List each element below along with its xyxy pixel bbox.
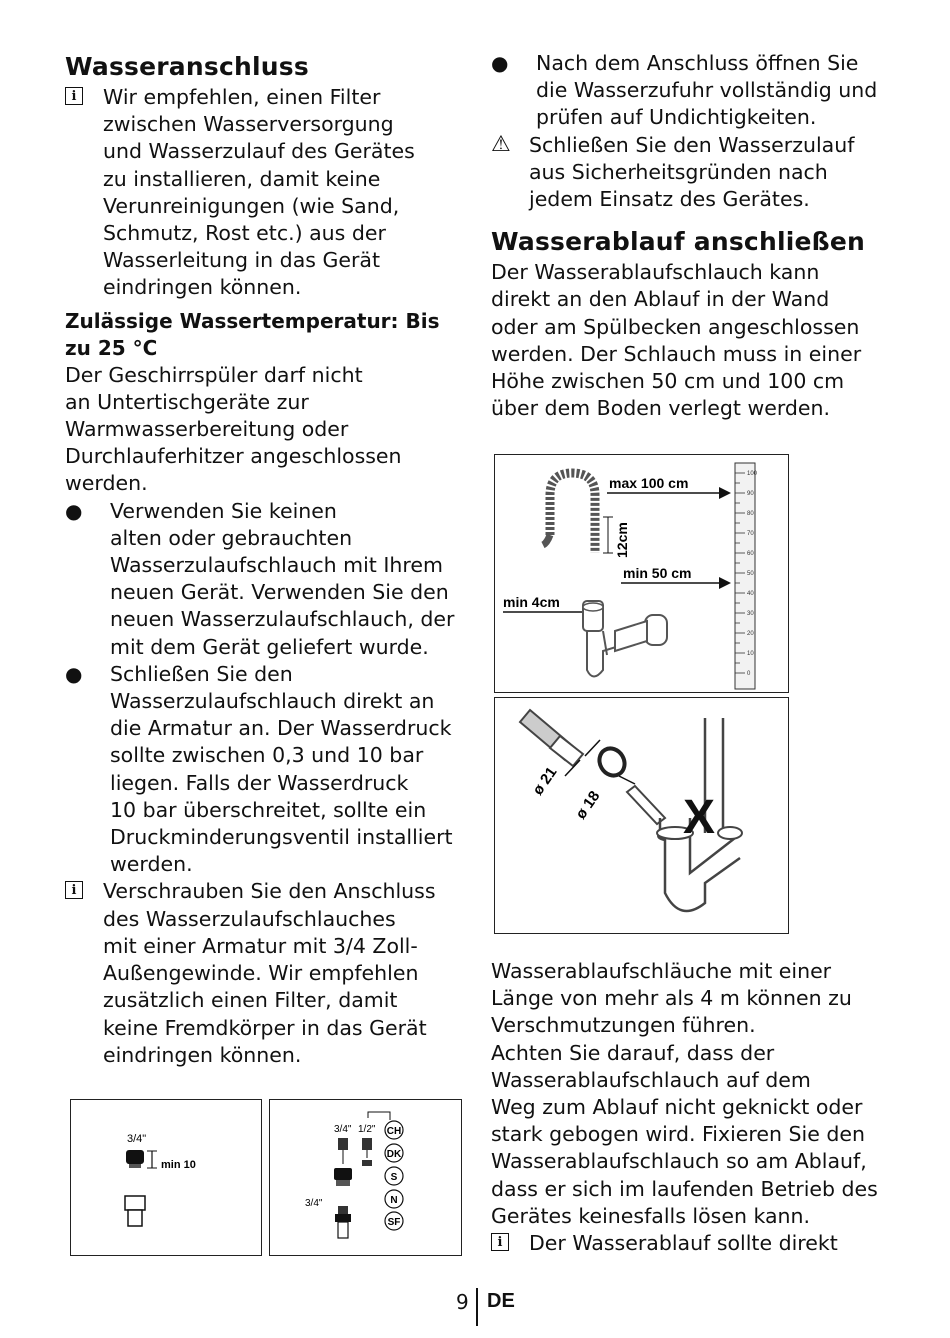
left-column xyxy=(65,50,465,1069)
min-height-label: min 50 cm xyxy=(623,565,692,581)
country-badge: DK xyxy=(386,1149,402,1160)
scale-label: 30 xyxy=(747,611,754,617)
warning-text: Schließen Sie den Wasserzulauf aus Sicherheitsgründen nach jedem Einsatz des Gerätes. xyxy=(529,132,855,212)
scale-label: 40 xyxy=(747,591,754,597)
page-footer xyxy=(0,1288,950,1328)
thread-label-b: 1/2" xyxy=(358,1124,376,1135)
warning-note xyxy=(491,132,891,214)
cross-mark: X xyxy=(683,791,716,844)
figure-drain-height xyxy=(494,454,789,693)
diameter-21-label: ø 21 xyxy=(529,763,561,799)
scale-label: 90 xyxy=(747,491,754,497)
warning-icon: ⚠ xyxy=(491,131,511,157)
page-number: 9 xyxy=(456,1290,469,1314)
figure-drain-diameter xyxy=(494,697,789,934)
note-text: Der Wasserablauf sollte direkt xyxy=(529,1231,838,1256)
thread-label-a: 3/4" xyxy=(334,1124,352,1135)
figure-inlet-adapter xyxy=(269,1099,462,1256)
footer-divider xyxy=(476,1288,478,1326)
figure-inlet-thread xyxy=(70,1099,262,1256)
section-heading-drain: Wasserablauf anschließen xyxy=(491,227,865,257)
bullet-icon: ● xyxy=(491,51,509,75)
note-text: Verschrauben Sie den Anschluss des Wasserzulaufschlauches mit einer Armatur mit 3/4 Zoll- Außengewinde. Wir empfehlen zusätzlich einen Filter, damit keine Fremdkörper in das Gerät eindringen können. xyxy=(103,879,436,1067)
bullet-item-pressure xyxy=(65,661,465,879)
scale-label: 70 xyxy=(747,531,754,537)
subheading-temperature: Zulässige Wassertemperatur: Bis zu 25 °C xyxy=(65,308,440,360)
bullet-icon: ● xyxy=(65,661,83,686)
country-badge: CH xyxy=(386,1126,402,1137)
language-code: DE xyxy=(487,1290,515,1312)
bullet-text: Schließen Sie den Wasserzulaufschlauch direkt an die Armatur an. Der Wasserdruck sollte zwischen 0,3 und 10 bar liegen. Falls der Wasserdruck 10 bar überschreitet, sollte ein Druckminderungsventil installiert werden. xyxy=(110,661,453,877)
country-badge: N xyxy=(390,1195,398,1206)
note-text: Wir empfehlen, einen Filter zwischen Wasserversorgung und Wasserzulauf des Gerätes zu installieren, damit keine Verunreinigungen (wie Sand, Schmutz, Rost etc.) aus der Wasserleitung in das Gerät eindringen können. xyxy=(103,85,415,300)
paragraph-drain-height: Der Wasserablaufschlauch kann direkt an den Ablauf in der Wand oder am Spülbecken angeschlossen werden. Der Schlauch muss in einer Höhe zwischen 50 cm und 100 cm über dem Boden verlegt werden. xyxy=(491,260,862,421)
bullet-text: Nach dem Anschluss öffnen Sie die Wasserzufuhr vollständig und prüfen auf Undichtigkeiten. xyxy=(536,51,878,130)
right-column xyxy=(491,50,891,422)
country-badge: S xyxy=(390,1172,398,1183)
bullet-item-hose xyxy=(65,498,465,661)
diameter-18-label: ø 18 xyxy=(572,787,604,823)
info-icon: i xyxy=(65,87,83,105)
inlet-adapter-diagram xyxy=(270,1100,460,1254)
info-icon: i xyxy=(491,1233,509,1251)
thread-label-c: 3/4" xyxy=(305,1198,323,1209)
paragraph-dishwasher: Der Geschirrspüler darf nicht an Untertischgeräte zur Warmwasserbereitung oder Durchlauferhitzer angeschlossen werden. xyxy=(65,362,402,496)
thread-label: 3/4" xyxy=(127,1133,147,1145)
info-note-drain xyxy=(491,1230,891,1257)
paragraph-drain-hose: Wasserablaufschläuche mit einer Länge von mehr als 4 m können zu Verschmutzungen führen. Achten Sie darauf, dass der Wasserablaufschlauch auf dem Weg zum Ablauf nicht geknickt oder stark gebogen wird. Fixieren Sie den Wasserablaufschlauch so am Ablauf, dass er sich im laufenden Betrieb des Gerätes keinesfalls lösen kann. xyxy=(491,959,878,1228)
bullet-icon: ● xyxy=(65,498,83,523)
section-heading-water-inlet: Wasseranschluss xyxy=(65,52,309,81)
inlet-thread-diagram xyxy=(71,1100,260,1254)
right-column-lower xyxy=(491,958,891,1257)
info-icon: i xyxy=(65,881,83,899)
info-note-filter xyxy=(65,84,465,302)
scale-label: 60 xyxy=(747,551,754,557)
scale-label: 80 xyxy=(747,511,754,517)
scale-label: 100 xyxy=(747,471,758,477)
country-badge: SF xyxy=(387,1217,401,1228)
scale-label: 50 xyxy=(747,571,754,577)
min-distance-label: min 10 xyxy=(161,1159,196,1171)
bullet-item-open-supply xyxy=(491,50,891,132)
bullet-text: Verwenden Sie keinen alten oder gebrauchten Wasserzulaufschlauch mit Ihrem neuen Gerät. Verwenden Sie den neuen Wasserzulaufschlauch, der mit dem Gerät geliefert wurde. xyxy=(110,498,455,659)
drain-height-diagram xyxy=(495,455,787,691)
drain-diameter-diagram xyxy=(495,698,787,932)
info-note-thread xyxy=(65,878,465,1068)
max-height-label: max 100 cm xyxy=(609,475,689,491)
scale-label: 20 xyxy=(747,631,754,637)
scale-label: 0 xyxy=(747,671,751,677)
height-label: 12cm xyxy=(614,522,630,558)
scale-label: 10 xyxy=(747,651,754,657)
min-pipe-label: min 4cm xyxy=(503,594,560,610)
